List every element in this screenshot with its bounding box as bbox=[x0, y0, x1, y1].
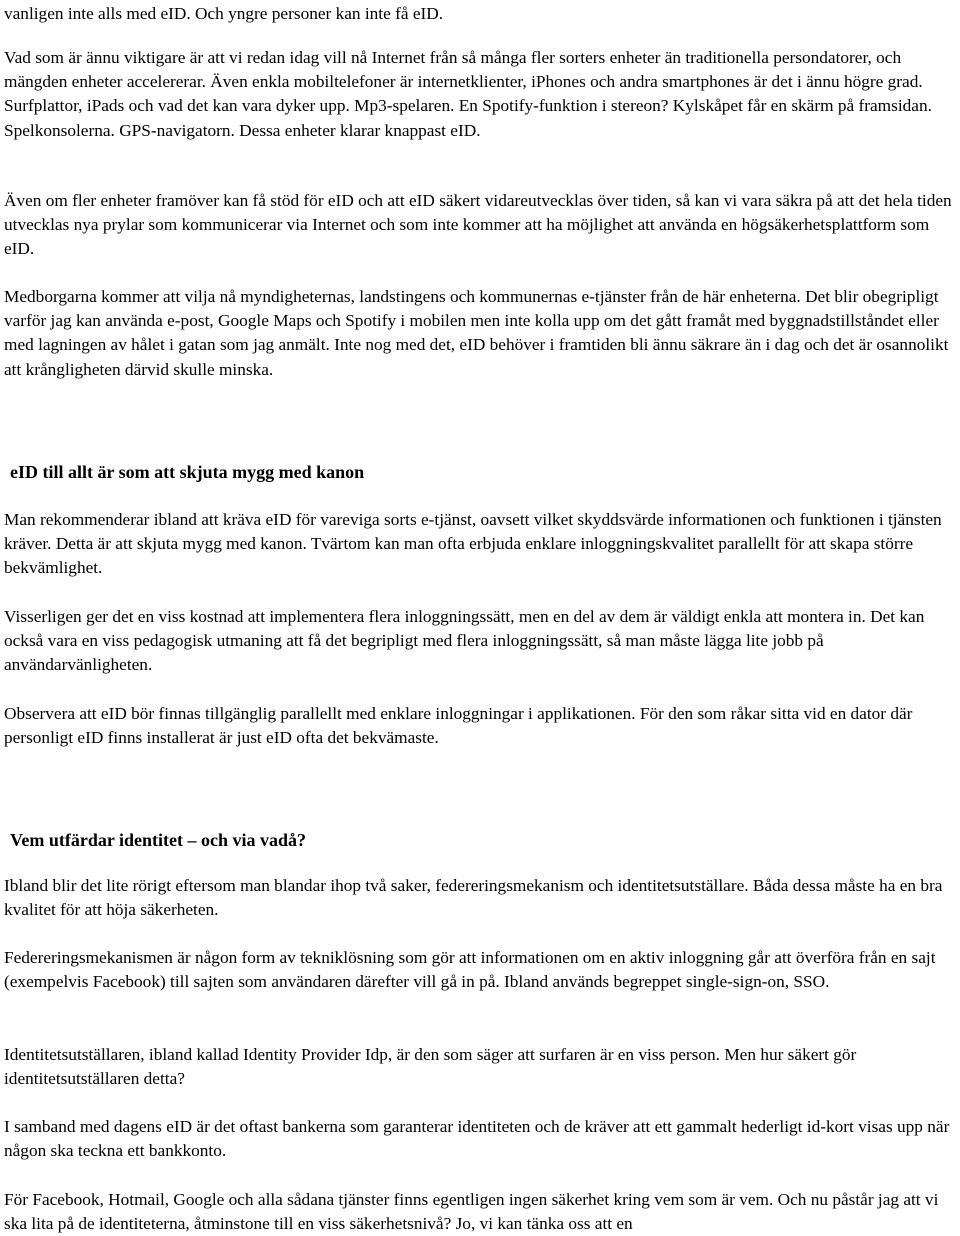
paragraph: Man rekommenderar ibland att kräva eID för vareviga sorts e-tjänst, oavsett vilket skyddsvärde informationen och funktionen i tjänsten kräver. Detta är att skjuta mygg med kanon. Tvärtom kan man ofta erbjuda enklare inloggningskvalitet parallellt för att skapa större bekvämlighet. bbox=[4, 510, 942, 578]
paragraph: Medborgarna kommer att vilja nå myndigheternas, landstingens och kommunernas e-tjänster från de här enheterna. Det blir obegripligt varför jag kan använda e-post, Google Maps och Spotify i mobilen men inte kolla upp om det gått framåt med byggnadstillståndet eller med lagningen av hålet i gatan som jag anmält. Inte nog med det, eID behöver i framtiden bli ännu säkrare än i dag och det är osannolikt att krångligheten därvid skulle minska. bbox=[4, 287, 949, 379]
paragraph: Ibland blir det lite rörigt eftersom man blandar ihop två saker, federeringsmekanism och identitetsutställare. Båda dessa måste ha en bra kvalitet för att höja säkerheten. bbox=[4, 876, 943, 920]
paragraph: I samband med dagens eID är det oftast bankerna som garanterar identiteten och de kräver att ett gammalt hederligt id-kort visas upp när någon ska teckna ett bankkonto. bbox=[4, 1117, 950, 1161]
paragraph: Visserligen ger det en viss kostnad att implementera flera inloggningssätt, men en del av dem är väldigt enkla att montera in. Det kan också vara en viss pedagogisk utmaning att få det begripligt med flera inloggningssätt, så man måste lägga lite jobb på användarvänligheten. bbox=[4, 607, 925, 675]
paragraph: Även om fler enheter framöver kan få stöd för eID och att eID säkert vidareutvecklas över tiden, så kan vi vara säkra på att det hela tiden utvecklas nya prylar som kommunicerar via Internet och som inte kommer att ha möjlighet att använda en högsäkerhetsplattform som eID. bbox=[4, 191, 952, 259]
section-heading: Vem utfärdar identitet – och via vadå? bbox=[10, 830, 306, 850]
paragraph: Federeringsmekanismen är någon form av tekniklösning som gör att informationen om en aktiv inloggning går att överföra från en sajt (exempelvis Facebook) till sajten som användaren därefter vill gå in på. Ibland används begreppet single-sign-on, SSO. bbox=[4, 948, 936, 992]
paragraph: För Facebook, Hotmail, Google och alla sådana tjänster finns egentligen ingen säkerhet kring vem som är vem. Och nu påstår jag att vi ska lita på de identiteterna, åtminstone till en viss säkerhetsnivå? Jo, vi kan tänka oss att en bbox=[4, 1190, 939, 1234]
paragraph: vanligen inte alls med eID. Och yngre personer kan inte få eID. bbox=[4, 4, 444, 23]
paragraph: Observera att eID bör finnas tillgänglig parallellt med enklare inloggningar i applikationen. För den som råkar sitta vid en dator där personligt eID finns installerat är just eID ofta det bekvämaste. bbox=[4, 704, 913, 748]
section-heading: eID till allt är som att skjuta mygg med kanon bbox=[10, 462, 365, 482]
paragraph: Identitetsutställaren, ibland kallad Identity Provider Idp, är den som säger att surfaren är en viss person. Men hur säkert gör identitetsutställaren detta? bbox=[4, 1045, 857, 1089]
paragraph: Vad som är ännu viktigare är att vi redan idag vill nå Internet från så många fler sorters enheter än traditionella persondatorer, och mängden enheter accelererar. Även enkla mobiltelefoner är internetklienter, iPhones och andra smartphones är det i ännu högre grad. Surfplattor, iPads och vad det kan vara dyker upp. Mp3-spelaren. En Spotify-funktion i stereon? Kylskåpet får en skärm på framsidan. Spelkonsolerna. GPS-navigatorn. Dessa enheter klarar knappast eID. bbox=[4, 48, 932, 140]
